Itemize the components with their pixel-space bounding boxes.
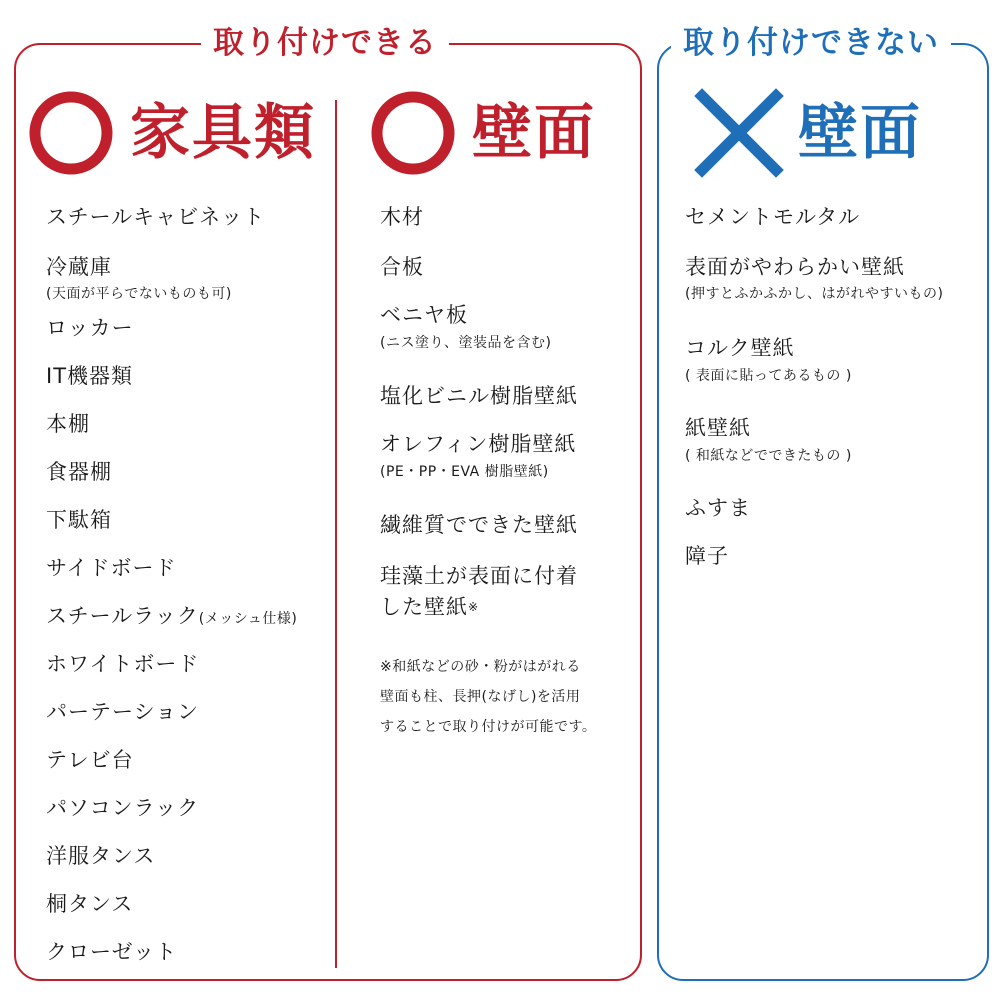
cross-icon	[694, 88, 784, 178]
list-item: 塩化ビニル樹脂壁紙	[380, 384, 578, 408]
list-item: 表面がやわらかい壁紙	[685, 255, 905, 279]
list-item: 繊維質でできた壁紙	[380, 513, 578, 537]
list-item	[46, 601, 297, 634]
list-item: テレビ台	[46, 748, 134, 772]
column-divider	[335, 100, 337, 968]
list-item-aside: (メッシュ仕様)	[198, 611, 298, 627]
footnote	[380, 652, 630, 742]
list-item: クローゼット	[46, 940, 178, 964]
cannot-wall-heading	[694, 88, 922, 178]
list-item: 洋服タンス	[46, 844, 156, 868]
list-item: パーテーション	[46, 700, 200, 724]
list-item: コルク壁紙	[685, 336, 795, 360]
furniture-heading	[26, 88, 316, 178]
list-item: ホワイトボード	[46, 652, 200, 676]
list-item-note: (PE・PP・EVA 樹脂壁紙)	[380, 464, 549, 480]
cannot-attach-title: 取り付けできない	[671, 23, 951, 63]
can-wall-heading-label: 壁面	[472, 98, 596, 168]
list-item: IT機器類	[46, 364, 134, 388]
list-item: スチールキャビネット	[46, 205, 266, 229]
can-attach-title: 取り付けできる	[201, 23, 449, 63]
footnote-line: ※和紙などの砂・粉がはがれる	[380, 659, 581, 675]
list-item-note: (ニス塗り、塗装品を含む)	[380, 335, 552, 351]
list-item-text: スチールラック	[46, 604, 199, 628]
list-item: 珪藻土が表面に付着	[380, 564, 578, 588]
list-item: ベニヤ板	[380, 303, 468, 327]
list-item-note: ( 表面に貼ってあるもの )	[685, 368, 852, 384]
cannot-wall-heading-label: 壁面	[798, 98, 922, 168]
list-item: 障子	[685, 544, 729, 568]
list-item: 冷蔵庫	[46, 255, 112, 279]
footnote-line: 壁面も柱、長押(なげし)を活用	[380, 689, 581, 705]
list-item: 合板	[380, 255, 424, 279]
circle-icon	[26, 88, 116, 178]
list-item: サイドボード	[46, 556, 177, 580]
reference-mark: ※	[468, 600, 480, 614]
list-item-text: した壁紙	[380, 595, 468, 619]
list-item-note: ( 和紙などでできたもの )	[685, 448, 852, 464]
footnote-line: することで取り付けが可能です。	[380, 719, 597, 735]
list-item: 桐タンス	[46, 892, 134, 916]
list-item: 食器棚	[46, 460, 112, 484]
list-item: 紙壁紙	[685, 416, 751, 440]
list-item: パソコンラック	[46, 796, 200, 820]
circle-icon	[368, 88, 458, 178]
list-item: ロッカー	[46, 316, 134, 340]
furniture-heading-label: 家具類	[130, 98, 316, 168]
list-item-note: (押すとふかふかし、はがれやすいもの)	[685, 286, 944, 302]
can-wall-heading	[368, 88, 596, 178]
list-item: オレフィン樹脂壁紙	[380, 432, 577, 456]
list-item: セメントモルタル	[685, 205, 861, 229]
list-item: ふすま	[685, 496, 751, 520]
list-item	[380, 592, 479, 622]
list-item: 下駄箱	[46, 508, 112, 532]
list-item: 木材	[380, 205, 424, 229]
list-item: 本棚	[46, 412, 90, 436]
list-item-note: (天面が平らでないものも可)	[46, 286, 232, 302]
